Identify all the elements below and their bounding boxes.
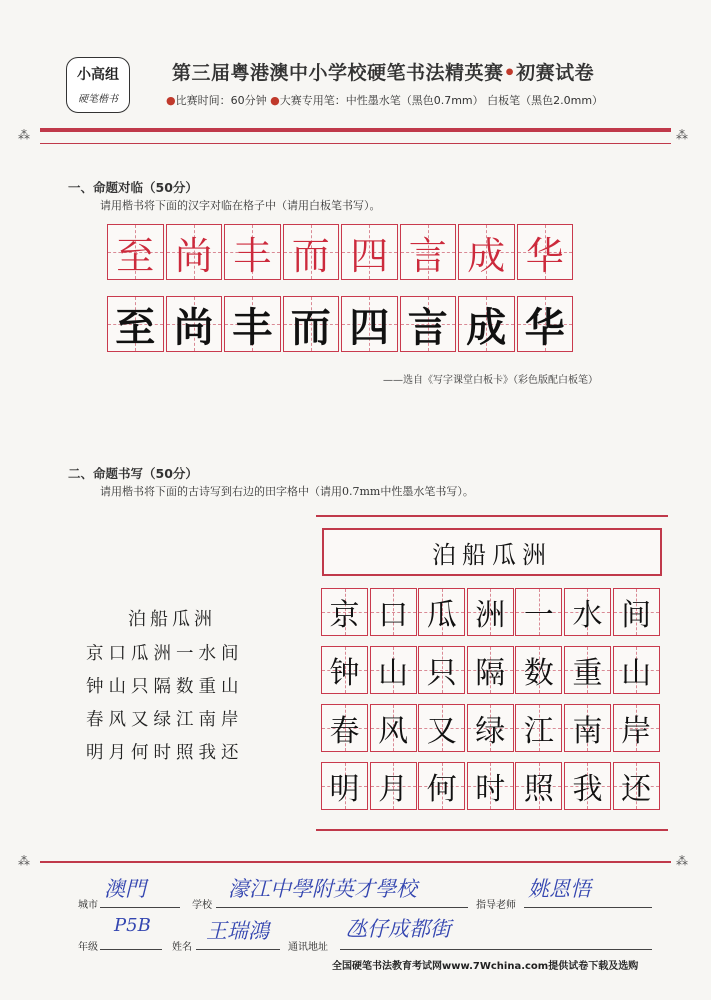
model-cell-char: 至 xyxy=(116,233,155,278)
written-cell-char: 何 xyxy=(426,772,457,807)
info-time: 比赛时间：60分钟 xyxy=(175,94,267,107)
written-cell-char: 京 xyxy=(329,598,360,633)
written-cell-char: 我 xyxy=(572,772,603,807)
ornament-footer-left-icon: ⁂ xyxy=(18,854,30,868)
copy-cell-char: 至 xyxy=(115,303,156,351)
address-label: 通讯地址 xyxy=(288,942,328,953)
written-cell-char: 口 xyxy=(378,598,409,633)
poem-line: 春风又绿江南岸 xyxy=(86,710,244,730)
section2-heading: 二、命题书写（50分） xyxy=(68,466,198,481)
model-cell-char: 尚 xyxy=(174,233,213,278)
written-cell xyxy=(467,588,514,636)
written-cell-char: 只 xyxy=(426,656,457,691)
model-cell xyxy=(166,224,223,280)
title-dot: • xyxy=(503,62,517,84)
model-cell-char: 华 xyxy=(525,233,564,278)
written-title: 泊船瓜洲 xyxy=(432,540,552,569)
teacher-value: 姚恩悟 xyxy=(528,877,591,901)
model-char-row xyxy=(107,224,575,280)
written-cell-char: 山 xyxy=(621,656,652,691)
written-cell xyxy=(370,646,417,694)
title-main: 第三届粤港澳中小学校硬笔书法精英赛 xyxy=(172,62,504,84)
written-cell xyxy=(321,704,368,752)
written-cell-char: 又 xyxy=(426,714,457,749)
exam-info-line xyxy=(166,92,603,108)
school-line xyxy=(216,907,468,908)
written-cell xyxy=(467,762,514,810)
written-cell-char: 间 xyxy=(621,598,652,633)
written-row xyxy=(321,704,661,752)
model-cell-char: 四 xyxy=(350,233,389,278)
section1-instruction: 请用楷书将下面的汉字对临在格子中（请用白板笔书写）。 xyxy=(100,199,381,212)
website-footnote: 全国硬笔书法教育考试网www.7Wchina.com提供试卷下载及选购 xyxy=(332,961,639,972)
copy-cell xyxy=(400,296,457,352)
written-cell-char: 还 xyxy=(621,772,652,807)
written-cell xyxy=(467,704,514,752)
section1-heading: 一、命题对临（50分） xyxy=(68,180,198,195)
copy-cell xyxy=(283,296,340,352)
written-cell-char: 隔 xyxy=(475,656,506,691)
written-cell xyxy=(418,646,465,694)
poem-line: 钟山只隔数重山 xyxy=(86,677,244,697)
written-cell-char: 数 xyxy=(523,656,554,691)
ornament-right-icon: ⁂ xyxy=(676,128,688,142)
written-cell-char: 江 xyxy=(523,714,554,749)
written-cell xyxy=(613,704,660,752)
copy-cell xyxy=(166,296,223,352)
poem-line: 京口瓜洲一水间 xyxy=(86,644,244,664)
written-cell xyxy=(418,588,465,636)
written-cell-char: 明 xyxy=(329,772,360,807)
poem-title: 泊船瓜洲 xyxy=(128,609,216,630)
written-title-box xyxy=(322,528,662,576)
written-row xyxy=(321,588,661,636)
copy-cell-char: 丰 xyxy=(232,303,273,351)
copy-cell-char: 而 xyxy=(290,303,331,351)
written-cell xyxy=(370,704,417,752)
school-value: 濠江中學附英才學校 xyxy=(228,877,417,901)
model-cell xyxy=(400,224,457,280)
name-value: 王瑞鴻 xyxy=(206,919,269,943)
footer-divider xyxy=(40,861,671,863)
city-value: 澳門 xyxy=(104,877,146,901)
source-note: ——选自《写字课堂白板卡》（彩色版配白板笔） xyxy=(383,375,598,386)
written-row xyxy=(321,762,661,810)
copy-cell-char: 华 xyxy=(524,303,565,351)
copy-cell xyxy=(517,296,574,352)
header-divider-thin xyxy=(40,143,671,144)
info-pens: 大赛专用笔：中性墨水笔（黑色0.7mm） 白板笔（黑色2.0mm） xyxy=(279,94,604,107)
model-cell-char: 丰 xyxy=(233,233,272,278)
copy-cell xyxy=(224,296,281,352)
model-cell xyxy=(283,224,340,280)
info-bullet-2: ● xyxy=(270,94,280,107)
ornament-footer-right-icon: ⁂ xyxy=(676,854,688,868)
copy-cell-char: 成 xyxy=(466,303,507,351)
written-cell xyxy=(613,588,660,636)
written-cell-char: 钟 xyxy=(329,656,360,691)
written-cell-char: 绿 xyxy=(475,714,506,749)
written-cell xyxy=(515,588,562,636)
poem-line: 明月何时照我还 xyxy=(86,743,244,763)
written-cell xyxy=(467,646,514,694)
model-cell xyxy=(458,224,515,280)
exam-title xyxy=(172,58,594,85)
written-grid xyxy=(321,588,661,820)
copy-cell xyxy=(458,296,515,352)
written-cell xyxy=(564,646,611,694)
written-cell-char: 重 xyxy=(572,656,603,691)
written-cell-char: 岸 xyxy=(621,714,652,749)
written-cell-char: 月 xyxy=(378,772,409,807)
group-badge xyxy=(66,57,130,113)
written-cell xyxy=(613,762,660,810)
grade-label: 年级 xyxy=(78,942,98,953)
school-label: 学校 xyxy=(192,900,212,911)
written-cell xyxy=(564,704,611,752)
written-cell-char: 春 xyxy=(329,714,360,749)
written-cell-char: 瓜 xyxy=(426,598,457,633)
copy-char-row xyxy=(107,296,575,352)
written-cell-char: 南 xyxy=(572,714,603,749)
written-cell xyxy=(564,762,611,810)
model-cell-char: 而 xyxy=(291,233,330,278)
written-cell xyxy=(321,762,368,810)
written-cell xyxy=(564,588,611,636)
written-cell xyxy=(321,588,368,636)
copy-cell-char: 尚 xyxy=(173,303,214,351)
grade-value: P5B xyxy=(114,915,151,936)
city-label: 城市 xyxy=(78,900,98,911)
model-cell-char: 言 xyxy=(408,233,447,278)
written-cell xyxy=(418,704,465,752)
copy-cell-char: 言 xyxy=(407,303,448,351)
badge-style-label: 硬笔楷书 xyxy=(78,94,118,105)
written-cell-char: 一 xyxy=(523,598,554,633)
copy-cell xyxy=(341,296,398,352)
header-divider xyxy=(40,128,671,132)
ornament-left-icon: ⁂ xyxy=(18,128,30,142)
written-cell-char: 照 xyxy=(523,772,554,807)
title-suffix: 初赛试卷 xyxy=(516,62,595,84)
written-cell-char: 时 xyxy=(475,772,506,807)
model-cell xyxy=(107,224,164,280)
address-value: 氹仔成都街 xyxy=(346,917,451,941)
info-bullet-1: ● xyxy=(166,94,176,107)
written-cell-char: 山 xyxy=(378,656,409,691)
written-cell xyxy=(418,762,465,810)
model-cell-char: 成 xyxy=(467,233,506,278)
name-line xyxy=(196,949,280,950)
written-cell xyxy=(515,762,562,810)
written-cell xyxy=(370,762,417,810)
model-cell xyxy=(341,224,398,280)
model-cell xyxy=(224,224,281,280)
badge-group-label: 小高组 xyxy=(77,67,119,83)
copy-cell xyxy=(107,296,164,352)
written-cell xyxy=(515,646,562,694)
grade-line xyxy=(100,949,162,950)
written-cell xyxy=(613,646,660,694)
teacher-line xyxy=(524,907,652,908)
name-label: 姓名 xyxy=(172,942,192,953)
city-line xyxy=(100,907,180,908)
written-cell xyxy=(370,588,417,636)
written-cell xyxy=(321,646,368,694)
written-cell-char: 水 xyxy=(572,598,603,633)
section2-instruction: 请用楷书将下面的古诗写到右边的田字格中（请用0.7mm中性墨水笔书写）。 xyxy=(100,485,474,498)
teacher-label: 指导老师 xyxy=(476,900,516,911)
address-line xyxy=(340,949,652,950)
written-row xyxy=(321,646,661,694)
model-cell xyxy=(517,224,574,280)
poem-lines xyxy=(86,640,244,772)
written-cell-char: 洲 xyxy=(475,598,506,633)
written-cell xyxy=(515,704,562,752)
copy-cell-char: 四 xyxy=(349,303,390,351)
written-cell-char: 风 xyxy=(378,714,409,749)
